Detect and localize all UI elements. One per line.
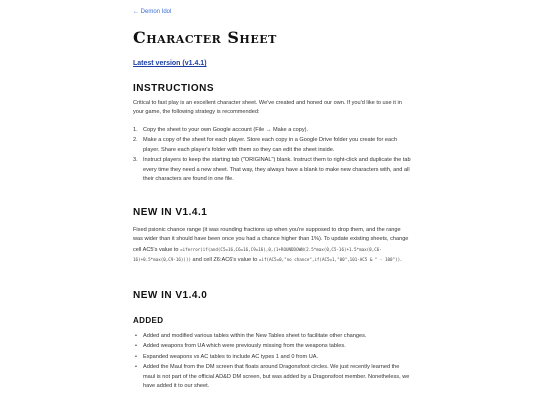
list-item: 2. Make a copy of the sheet for each player. Store each copy in a Google Drive folder you create for each player. Share each player's folder with them so they can edit the sheet inside. [133, 137, 398, 153]
code-snippet-ac5: =iferror(if(and(C5=16,C6=16,C9=16),0,(1+ROUNDDOWN(2.5*max(0,C5-16)+1.5*max(0,C6-16)+0.5*max(0,C9-16)))) [133, 246, 382, 263]
page-title: Character Sheet [133, 28, 277, 47]
list-item: 1. Copy the sheet to your own Google account (File → Make a copy). [133, 127, 309, 133]
list-item: • Added the Maul from the DM screen that floats around Dragonsfoot circles. We just recently learned the maul is not part of the official AD&D DM screen, but was added by a Dragonsfoot member. Nonetheless, we have added it to our sheet. [135, 364, 410, 390]
v141-text: Fixed psionic chance range (it was rounding fractions up when you're supposed to drop them, and the range was wider than it should have been once you had a chance higher than 1%). To update existing sheets, change cell AC5's value to =iferror(if(and(C5=16,C6=16,C9=16),0,(1+ROUNDDOWN(2.5*max(0,C5-16)+1.5*max(0,C6-16)+0.5*max(0,C9-16)))) and cell Z6:AC6's value to =if(AC5=0,"no chance",if(AC5=1,"00",101-AC5 & " - 100")). [133, 227, 409, 264]
instructions-heading: INSTRUCTIONS [133, 83, 214, 94]
list-item: • Added weapons from UA which were previously missing from the weapons tables. [135, 343, 346, 350]
instructions-intro: Critical to fast play is an excellent character sheet. We've created and honed our own. If you'd like to use it in your game, the following strategy is recommended: [133, 100, 402, 116]
instructions-steps [133, 126, 413, 185]
back-link[interactable]: ← Demon Idol [133, 9, 172, 15]
added-list [133, 332, 413, 392]
v141-heading: NEW IN V1.4.1 [133, 207, 208, 218]
list-item: • Added and modified various tables within the New Tables sheet to facilitate other changes. [135, 333, 367, 339]
list-item: 3. Instruct players to keep the starting tab ("ORIGINAL") blank. Instruct them to right-click and duplicate the tab every time they need a new sheet. That way, they always have a blank to make new characters with, and all their characters are found in one file. [133, 157, 411, 183]
added-heading: ADDED [133, 316, 164, 325]
code-snippet-z6: =if(AC5=0,"no chance",if(AC5=1,"00",101-AC5 & " - 100")) [258, 257, 401, 263]
v140-heading: NEW IN V1.4.0 [133, 290, 208, 301]
list-item: • Expanded weapons vs AC tables to include AC types 1 and 0 from UA. [135, 353, 319, 360]
latest-version-link[interactable]: Latest version (v1.4.1) [133, 60, 207, 67]
